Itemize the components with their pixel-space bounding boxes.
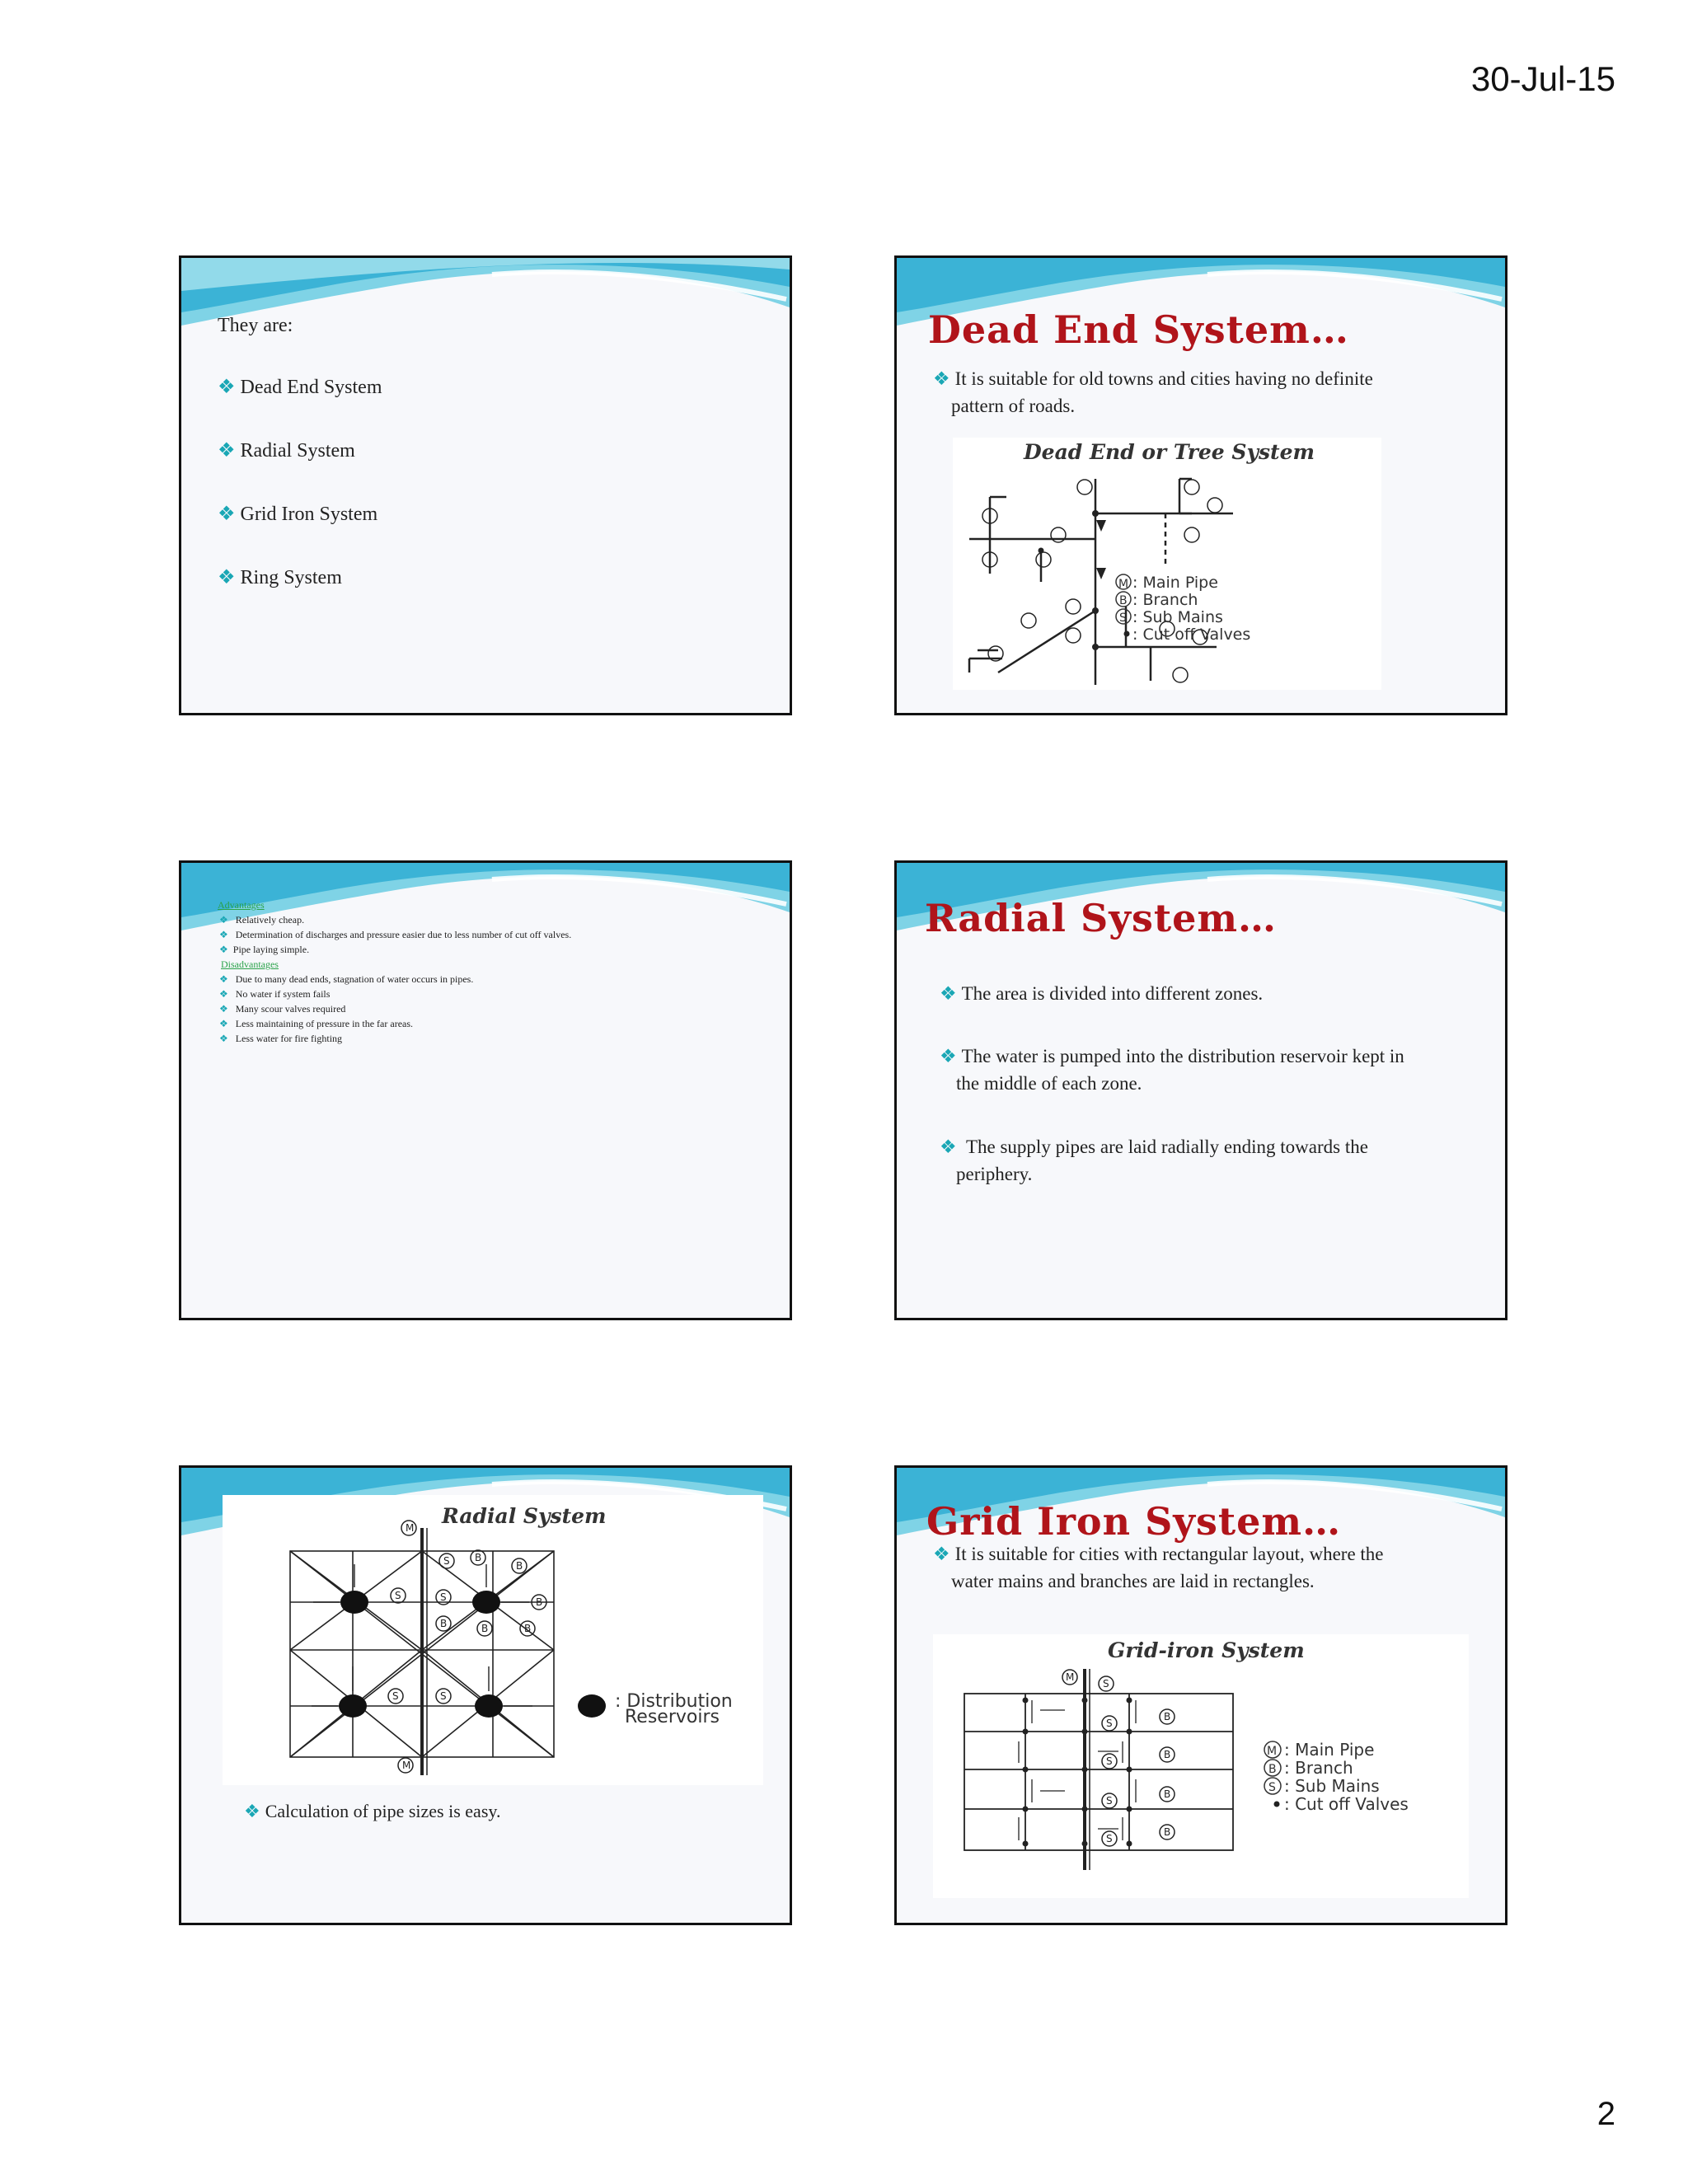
svg-text:Radial System: Radial System — [442, 1504, 607, 1528]
svg-text:M: M — [1066, 1671, 1075, 1683]
svg-text:B: B — [1164, 1749, 1171, 1760]
diagram-title: Dead End or Tree System — [1024, 440, 1315, 464]
svg-text:: Distribution: : Distribution — [615, 1691, 733, 1712]
svg-text:S: S — [1106, 1718, 1113, 1729]
advantages-heading: Advantages — [218, 899, 265, 911]
svg-text:: Cut off Valves: : Cut off Valves — [1132, 626, 1251, 644]
slide-5 — [179, 1465, 792, 1925]
svg-text:B: B — [1164, 1788, 1171, 1800]
list-item: ❖ Ring System — [218, 567, 342, 588]
svg-text:S: S — [395, 1590, 401, 1601]
svg-text:: Branch: : Branch — [1132, 591, 1198, 609]
list-item: ❖ Grid Iron System — [218, 504, 378, 525]
svg-text:Grid-iron System: Grid-iron System — [1108, 1638, 1305, 1662]
svg-text:B: B — [524, 1623, 532, 1634]
svg-text:B: B — [440, 1618, 448, 1629]
slide-title: Dead End System… — [928, 307, 1349, 352]
svg-text:S: S — [1119, 612, 1127, 625]
slide2-body: ❖ It is suitable for old towns and cities having no definite pattern of roads. — [933, 368, 1373, 416]
dead-end-diagram — [953, 438, 1381, 690]
svg-text:S: S — [1106, 1795, 1113, 1807]
svg-text:M: M — [406, 1522, 415, 1534]
svg-text:S: S — [1106, 1755, 1113, 1767]
bullet-icon: ❖ — [933, 368, 950, 389]
disadvantages-heading: Disadvantages — [221, 958, 279, 970]
svg-text:S: S — [1103, 1678, 1109, 1690]
slide-2 — [894, 255, 1507, 715]
svg-text:S: S — [1106, 1833, 1113, 1844]
page-number: 2 — [1597, 2096, 1615, 2132]
svg-text:: Sub Mains: : Sub Mains — [1284, 1776, 1380, 1796]
slide-1 — [179, 255, 792, 715]
svg-text:B: B — [475, 1552, 482, 1563]
svg-text:B: B — [536, 1596, 543, 1608]
list-item: ❖ Radial System — [218, 440, 355, 462]
svg-text:B: B — [1119, 594, 1128, 607]
slide4-p2: ❖ The water is pumped into the distribution reservoir kept in the middle of each zone. — [940, 1046, 1404, 1094]
bullet-icon: ❖ — [218, 440, 236, 462]
svg-text:S: S — [440, 1591, 447, 1603]
svg-text:: Branch: : Branch — [1284, 1758, 1353, 1778]
grid-iron-diagram — [933, 1634, 1469, 1898]
svg-text:M: M — [402, 1760, 411, 1771]
list-item: ❖ Dead End System — [218, 377, 382, 398]
slide-title: Radial System… — [925, 896, 1278, 940]
svg-text:S: S — [392, 1690, 399, 1702]
svg-text:Reservoirs: Reservoirs — [625, 1707, 720, 1727]
slide4-p3: ❖ The supply pipes are laid radially ending towards the periphery. — [940, 1137, 1368, 1184]
slide6-body: ❖ It is suitable for cities with rectangular layout, where the water mains and branches are laid in rectangles. — [933, 1544, 1384, 1591]
slide4-p1: ❖ The area is divided into different zones. — [940, 983, 1264, 1004]
svg-text:: Sub Mains: : Sub Mains — [1132, 608, 1223, 626]
svg-text:B: B — [481, 1623, 489, 1634]
radial-diagram — [223, 1495, 763, 1785]
svg-text:: Main Pipe: : Main Pipe — [1132, 574, 1218, 592]
slide-title: Grid Iron System… — [926, 1499, 1342, 1544]
slide-6 — [894, 1465, 1507, 1925]
svg-text:M: M — [1267, 1745, 1278, 1758]
bullet-icon: ❖ — [218, 377, 236, 398]
svg-text:S: S — [1268, 1781, 1276, 1794]
svg-text:B: B — [516, 1560, 523, 1572]
slide3-text: Advantages ❖ Relatively cheap. ❖ Determination of discharges and pressure easier due to less number of cut off valves. ❖ Pipe laying simple. Disadvantages ❖ Due to many dead ends, stagnation of water occurs in pipes. ❖ No water if system fails ❖ Many scour valves required ❖ Less maintaining of pressure in the far areas. ❖ Less water for fire fighting — [218, 899, 572, 1044]
svg-text:M: M — [1118, 578, 1129, 591]
svg-text:S: S — [440, 1690, 447, 1702]
bullet-icon: ❖ — [218, 567, 236, 588]
slide-3 — [179, 860, 792, 1320]
slide1-list — [218, 375, 382, 629]
page-date: 30-Jul-15 — [1470, 59, 1615, 98]
svg-text:: Main Pipe: : Main Pipe — [1284, 1740, 1375, 1760]
svg-text:B: B — [1268, 1763, 1277, 1776]
svg-text:B: B — [1164, 1711, 1171, 1722]
bullet-icon: ❖ — [218, 504, 236, 525]
svg-text:B: B — [1164, 1826, 1171, 1838]
slide5-note: ❖ Calculation of pipe sizes is easy. — [244, 1801, 501, 1821]
slide-4 — [894, 860, 1507, 1320]
svg-text:: Cut off Valves: : Cut off Valves — [1284, 1794, 1409, 1814]
svg-text:S: S — [443, 1555, 450, 1567]
slide1-intro: They are: — [218, 315, 293, 336]
